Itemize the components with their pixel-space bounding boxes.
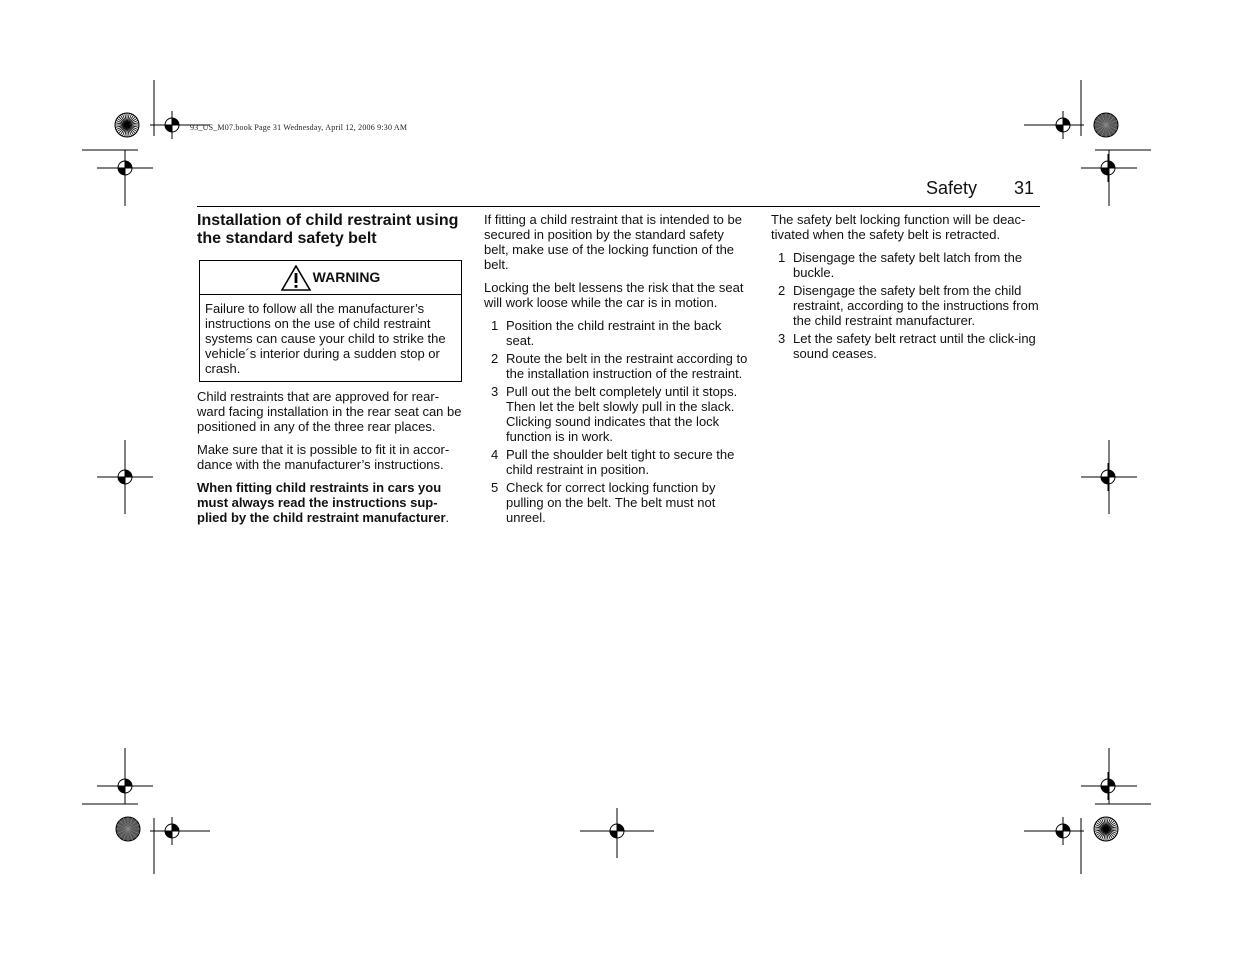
paragraph: Locking the belt lessens the risk that the seat will work loose while the car is in motion.	[484, 280, 744, 310]
step-text: Let the safety belt retract until the click-ing sound ceases.	[793, 331, 1036, 361]
warning-title: WARNING	[312, 269, 381, 285]
step-text: Position the child restraint in the back seat.	[506, 318, 722, 348]
header-rule	[197, 206, 1040, 207]
list-item	[484, 480, 750, 525]
step-number: 2	[778, 283, 786, 298]
step-number: 1	[778, 250, 786, 265]
install-steps-list	[484, 318, 750, 525]
column-3	[771, 212, 1039, 364]
removal-steps-list	[771, 250, 1039, 361]
step-number: 2	[491, 351, 499, 366]
step-number: 3	[778, 331, 786, 346]
step-text: Pull the shoulder belt tight to secure the child restraint in position.	[506, 447, 735, 477]
page-number: 31	[1014, 178, 1035, 198]
column-2	[484, 212, 750, 528]
step-text: Route the belt in the restraint according to the installation instruction of the restraint.	[506, 351, 748, 381]
list-item	[771, 250, 1039, 280]
warning-box	[199, 260, 462, 382]
warning-header	[200, 261, 461, 295]
section-title: Safety	[926, 178, 978, 198]
print-slug-line: 93_US_M07.book Page 31 Wednesday, April 12, 2006 9:30 AM	[190, 123, 408, 132]
step-text: Disengage the safety belt from the child restraint, according to the instructions from the child restraint manufacturer.	[793, 283, 1039, 328]
step-text: Disengage the safety belt latch from the buckle.	[793, 250, 1023, 280]
list-item	[484, 351, 750, 381]
bold-instruction-text: When fitting child restraints in cars you must always read the instructions sup-plied by the child restraint manufacturer	[197, 480, 446, 525]
bold-instruction	[197, 480, 464, 525]
step-text: Check for correct locking function by pulling on the belt. The belt must not unreel.	[506, 480, 716, 525]
paragraph: The safety belt locking function will be deac-tivated when the safety belt is retracted.	[771, 212, 1026, 242]
paragraph: Child restraints that are approved for rear-ward facing installation in the rear seat can be positioned in any of the three rear places.	[197, 389, 462, 434]
list-item	[771, 331, 1039, 361]
step-text: Pull out the belt completely until it stops. Then let the belt slowly pull in the slack. Clicking sound indicates that the lock function is in work.	[506, 384, 738, 444]
column-1	[197, 212, 464, 533]
step-number: 3	[491, 384, 499, 399]
step-number: 4	[491, 447, 499, 462]
paragraph: Make sure that it is possible to fit it in accor-dance with the manufacturer’s instructions.	[197, 442, 450, 472]
warning-text: Failure to follow all the manufacturer’s instructions on the use of child restraint systems can cause your child to strike the vehicle´s interior during a sudden stop or crash.	[205, 301, 446, 376]
bold-instruction-period: .	[445, 510, 450, 525]
warning-triangle-icon	[281, 265, 311, 291]
section-heading: Installation of child restraint using the standard safety belt	[197, 212, 459, 247]
paragraph: If fitting a child restraint that is intended to be secured in position by the standard safety belt, make use of the locking function of the belt.	[484, 212, 742, 272]
list-item	[484, 447, 750, 477]
step-number: 5	[491, 480, 499, 495]
list-item	[484, 318, 750, 348]
list-item	[771, 283, 1039, 328]
step-number: 1	[491, 318, 499, 333]
list-item	[484, 384, 750, 444]
